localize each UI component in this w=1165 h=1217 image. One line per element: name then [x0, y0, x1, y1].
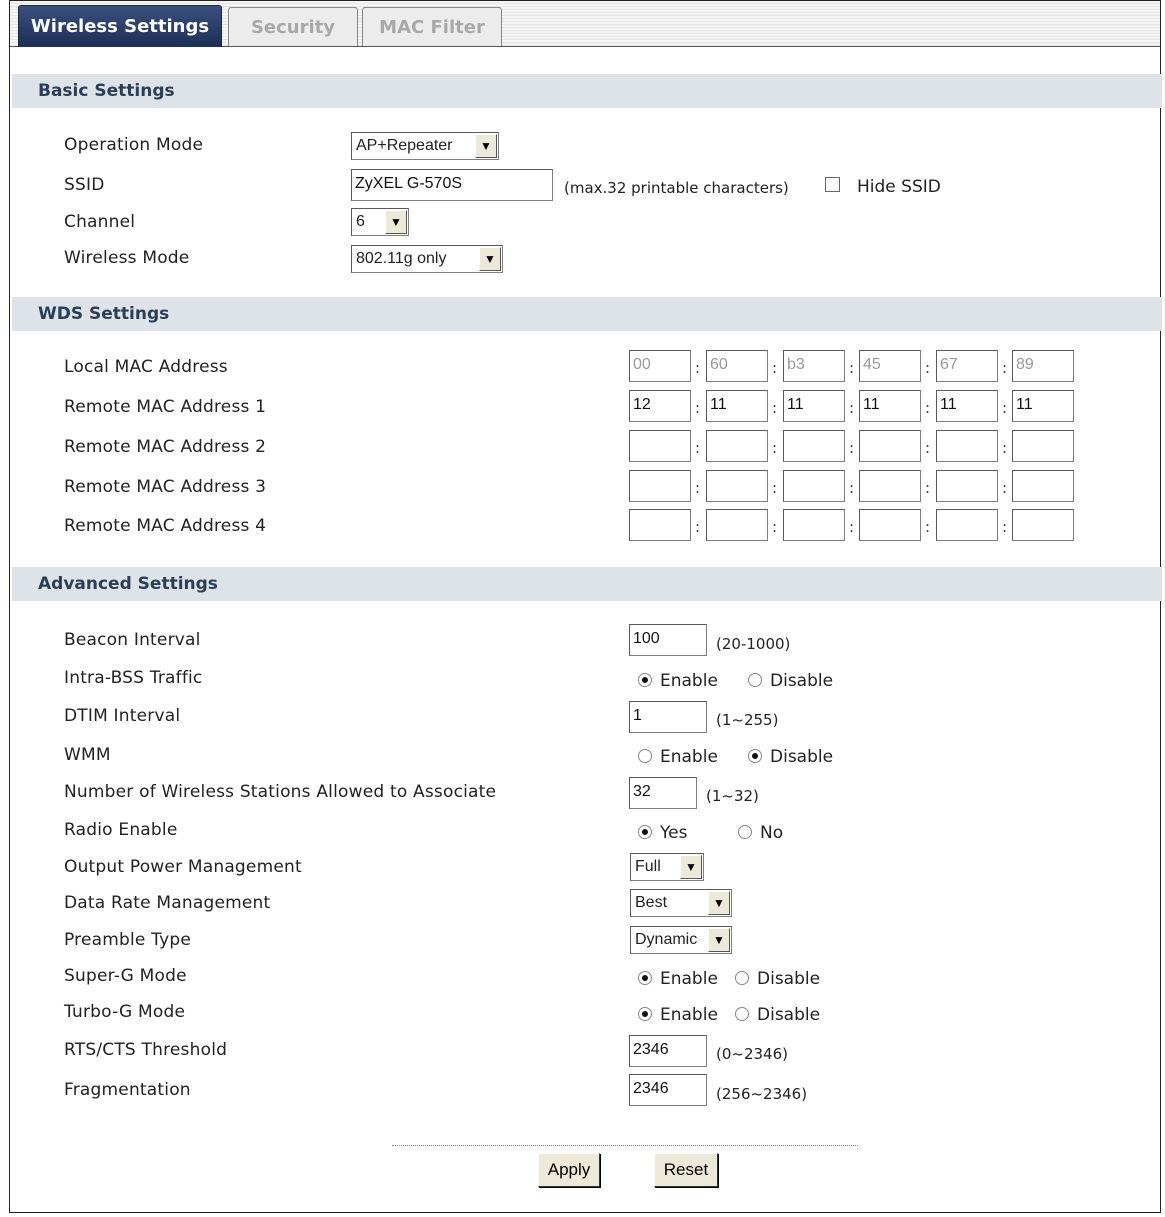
local-mac-octet-4-input: 45 — [859, 350, 921, 382]
remote1-mac-octet-2-input[interactable]: 11 — [706, 390, 768, 422]
wireless-mode-value: 802.11g only — [356, 250, 447, 267]
dtim-interval-input[interactable]: 1 — [629, 701, 707, 733]
wmm-disable-label: Disable — [770, 747, 834, 767]
preamble-type-label: Preamble Type — [64, 930, 192, 950]
mac-separator: : — [695, 399, 701, 417]
wmm-label: WMM — [64, 745, 111, 765]
rts-cts-hint: (0~2346) — [716, 1045, 788, 1063]
mac-separator: : — [1002, 399, 1008, 417]
remote2-mac-octet-4-input[interactable] — [859, 430, 921, 462]
operation-mode-select[interactable] — [351, 132, 499, 160]
mac-separator: : — [772, 479, 778, 497]
mac-separator: : — [1002, 439, 1008, 457]
mac-separator: : — [772, 399, 778, 417]
chevron-down-icon: ▼ — [708, 891, 730, 915]
turbo-g-disable-label: Disable — [757, 1005, 821, 1025]
output-power-value: Full — [635, 858, 661, 875]
remote-mac-3-label: Remote MAC Address 3 — [64, 477, 267, 497]
local-mac-octet-2-input: 60 — [706, 350, 768, 382]
mac-separator: : — [925, 399, 931, 417]
chevron-down-icon: ▼ — [680, 855, 702, 879]
hide-ssid-label: Hide SSID — [857, 177, 941, 197]
tab-mac-filter[interactable]: MAC Filter — [362, 7, 502, 46]
beacon-interval-hint: (20-1000) — [716, 635, 791, 653]
data-rate-value: Best — [635, 894, 668, 911]
remote2-mac-octet-5-input[interactable] — [936, 430, 998, 462]
mac-separator: : — [849, 518, 855, 536]
mac-separator: : — [1002, 479, 1008, 497]
channel-label: Channel — [64, 212, 136, 232]
remote3-mac-octet-2-input[interactable] — [706, 470, 768, 502]
remote2-mac-octet-2-input[interactable] — [706, 430, 768, 462]
remote1-mac-octet-1-input[interactable]: 12 — [629, 390, 691, 422]
hide-ssid-checkbox[interactable] — [825, 177, 840, 192]
chevron-down-icon: ▼ — [385, 210, 407, 234]
mac-separator: : — [1002, 359, 1008, 377]
wireless-mode-label: Wireless Mode — [64, 248, 190, 268]
remote4-mac-octet-3-input[interactable] — [783, 509, 845, 541]
mac-separator: : — [849, 479, 855, 497]
local-mac-octet-1-input: 00 — [629, 350, 691, 382]
remote3-mac-octet-4-input[interactable] — [859, 470, 921, 502]
section-basic-settings: Basic Settings — [12, 74, 1162, 108]
mac-separator: : — [772, 518, 778, 536]
mac-separator: : — [772, 439, 778, 457]
remote4-mac-octet-4-input[interactable] — [859, 509, 921, 541]
output-power-select[interactable] — [630, 853, 704, 881]
super-g-disable-radio[interactable] — [735, 971, 749, 985]
remote2-mac-octet-3-input[interactable] — [783, 430, 845, 462]
chevron-down-icon: ▼ — [708, 928, 730, 952]
intra-bss-label: Intra-BSS Traffic — [64, 668, 203, 688]
beacon-interval-label: Beacon Interval — [64, 630, 201, 650]
channel-value: 6 — [356, 213, 365, 230]
mac-separator: : — [695, 518, 701, 536]
remote2-mac-octet-6-input[interactable] — [1012, 430, 1074, 462]
section-advanced-settings: Advanced Settings — [12, 567, 1162, 601]
fragmentation-label: Fragmentation — [64, 1080, 191, 1100]
remote1-mac-octet-4-input[interactable]: 11 — [859, 390, 921, 422]
preamble-type-value: Dynamic — [635, 931, 698, 948]
data-rate-select[interactable] — [630, 889, 732, 917]
remote3-mac-octet-6-input[interactable] — [1012, 470, 1074, 502]
remote3-mac-octet-3-input[interactable] — [783, 470, 845, 502]
channel-select[interactable] — [351, 208, 409, 236]
intra-bss-disable-label: Disable — [770, 671, 834, 691]
intra-bss-enable-radio[interactable] — [638, 673, 652, 687]
chevron-down-icon: ▼ — [475, 134, 497, 158]
ssid-hint: (max.32 printable characters) — [564, 179, 789, 197]
wmm-enable-label: Enable — [660, 747, 718, 767]
mac-separator: : — [925, 359, 931, 377]
tab-wireless-settings[interactable]: Wireless Settings — [18, 5, 222, 47]
dtim-interval-hint: (1~255) — [716, 711, 779, 729]
super-g-enable-label: Enable — [660, 969, 718, 989]
remote3-mac-octet-5-input[interactable] — [936, 470, 998, 502]
remote4-mac-octet-1-input[interactable] — [629, 509, 691, 541]
remote4-mac-octet-6-input[interactable] — [1012, 509, 1074, 541]
intra-bss-enable-label: Enable — [660, 671, 718, 691]
local-mac-octet-5-input: 67 — [936, 350, 998, 382]
remote-mac-2-label: Remote MAC Address 2 — [64, 437, 267, 457]
super-g-label: Super-G Mode — [64, 966, 187, 986]
remote2-mac-octet-1-input[interactable] — [629, 430, 691, 462]
mac-separator: : — [695, 439, 701, 457]
remote4-mac-octet-5-input[interactable] — [936, 509, 998, 541]
radio-enable-yes-label: Yes — [660, 823, 688, 843]
apply-button[interactable]: Apply — [538, 1153, 600, 1187]
local-mac-label: Local MAC Address — [64, 357, 228, 377]
fragmentation-input[interactable]: 2346 — [629, 1074, 707, 1106]
fragmentation-hint: (256~2346) — [716, 1085, 808, 1103]
remote-mac-1-label: Remote MAC Address 1 — [64, 397, 267, 417]
mac-separator: : — [849, 439, 855, 457]
ssid-input[interactable]: ZyXEL G-570S — [351, 169, 553, 201]
wireless-mode-select[interactable] — [351, 245, 503, 273]
chevron-down-icon: ▼ — [479, 247, 501, 271]
turbo-g-disable-radio[interactable] — [735, 1007, 749, 1021]
stations-input[interactable]: 32 — [629, 777, 697, 809]
radio-enable-label: Radio Enable — [64, 820, 178, 840]
turbo-g-label: Turbo-G Mode — [64, 1002, 186, 1022]
super-g-disable-label: Disable — [757, 969, 821, 989]
mac-separator: : — [1002, 518, 1008, 536]
data-rate-label: Data Rate Management — [64, 893, 271, 913]
rts-cts-input[interactable]: 2346 — [629, 1035, 707, 1067]
remote4-mac-octet-2-input[interactable] — [706, 509, 768, 541]
remote1-mac-octet-3-input[interactable]: 11 — [783, 390, 845, 422]
operation-mode-label: Operation Mode — [64, 135, 204, 155]
local-mac-octet-6-input: 89 — [1012, 350, 1074, 382]
beacon-interval-input[interactable]: 100 — [629, 624, 707, 656]
preamble-type-select[interactable] — [630, 926, 732, 954]
tab-bar — [10, 1, 1160, 47]
local-mac-octet-3-input: b3 — [783, 350, 845, 382]
remote3-mac-octet-1-input[interactable] — [629, 470, 691, 502]
mac-separator: : — [772, 359, 778, 377]
radio-enable-yes-radio[interactable] — [638, 825, 652, 839]
mac-separator: : — [695, 479, 701, 497]
stations-label: Number of Wireless Stations Allowed to Associate — [64, 782, 497, 802]
remote1-mac-octet-6-input[interactable]: 11 — [1012, 390, 1074, 422]
output-power-label: Output Power Management — [64, 857, 302, 877]
ssid-label: SSID — [64, 175, 105, 195]
reset-button[interactable]: Reset — [654, 1153, 718, 1187]
wmm-disable-radio[interactable] — [748, 749, 762, 763]
mac-separator: : — [695, 359, 701, 377]
mac-separator: : — [925, 518, 931, 536]
turbo-g-enable-radio[interactable] — [638, 1007, 652, 1021]
footer-divider — [392, 1145, 858, 1146]
turbo-g-enable-label: Enable — [660, 1005, 718, 1025]
radio-enable-no-label: No — [760, 823, 784, 843]
mac-separator: : — [925, 479, 931, 497]
dtim-interval-label: DTIM Interval — [64, 706, 181, 726]
wmm-enable-radio[interactable] — [638, 749, 652, 763]
super-g-enable-radio[interactable] — [638, 971, 652, 985]
rts-cts-label: RTS/CTS Threshold — [64, 1040, 228, 1060]
section-wds-settings: WDS Settings — [12, 297, 1162, 331]
mac-separator: : — [849, 359, 855, 377]
mac-separator: : — [849, 399, 855, 417]
mac-separator: : — [925, 439, 931, 457]
remote1-mac-octet-5-input[interactable]: 11 — [936, 390, 998, 422]
stations-hint: (1~32) — [706, 787, 759, 805]
remote-mac-4-label: Remote MAC Address 4 — [64, 516, 267, 536]
operation-mode-value: AP+Repeater — [356, 137, 453, 154]
radio-enable-no-radio[interactable] — [738, 825, 752, 839]
intra-bss-disable-radio[interactable] — [748, 673, 762, 687]
tab-security[interactable]: Security — [228, 7, 358, 46]
